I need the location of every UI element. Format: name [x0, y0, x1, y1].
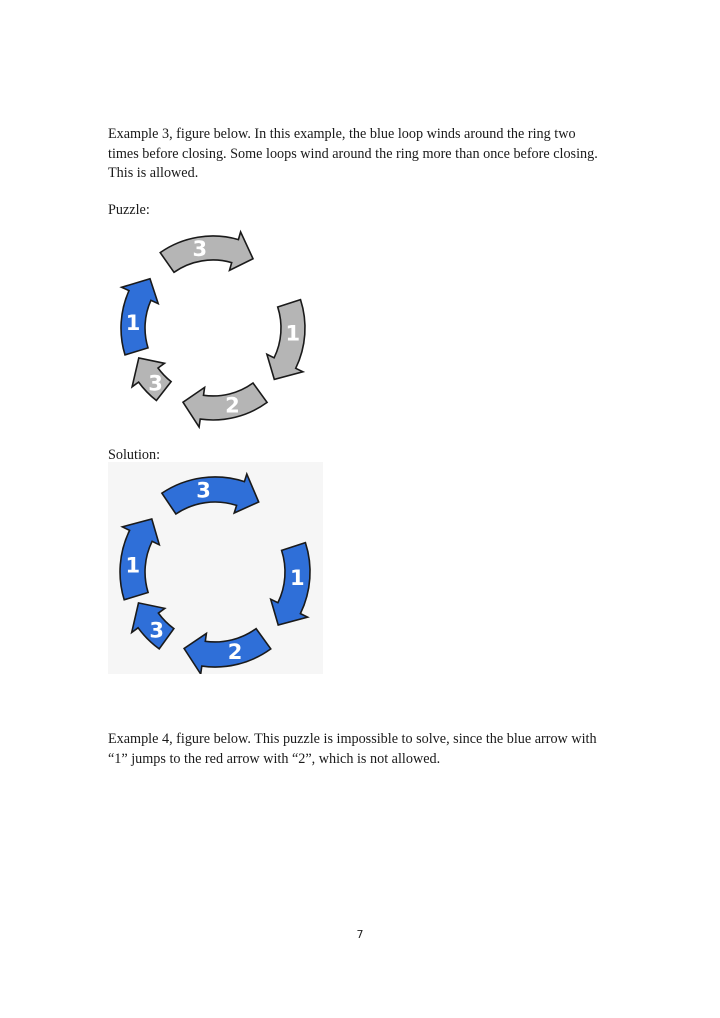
example-4-line-1: Example 4, figure below. This puzzle is impossible to solve, since the blue arrow with	[108, 731, 597, 747]
puzzle-arrow-number-4: 2	[225, 393, 240, 418]
puzzle-arrow-number-2: 3	[192, 237, 208, 262]
solution-arrow-number-2: 3	[196, 478, 211, 503]
puzzle-arrow-number-3: 1	[285, 321, 301, 346]
puzzle-arrow-number-1: 1	[125, 311, 141, 336]
example-3-line-2: times before closing. Some loops wind around the ring more than once before closing.	[108, 145, 598, 162]
solution-arrow-number-1: 1	[125, 553, 141, 578]
solution-arrow-number-5: 3	[149, 618, 165, 643]
example-3-line-1: Example 3, figure below. In this example, the blue loop winds around the ring two	[108, 126, 576, 142]
example-4-line-2: “1” jumps to the red arrow with “2”, which is not allowed.	[108, 750, 441, 767]
solution-arrow-number-4: 2	[227, 640, 243, 664]
solution-arrow-ring	[120, 474, 310, 674]
puzzle-label: Puzzle:	[108, 202, 150, 218]
solution-arrow-number-3: 1	[289, 565, 305, 590]
example-3-line-3: This is allowed.	[108, 165, 199, 181]
solution-figure	[108, 462, 323, 674]
page-number: 7	[356, 928, 364, 941]
example-4-paragraph	[108, 730, 628, 769]
puzzle-arrow-ring	[121, 232, 305, 427]
puzzle-arrow-number-5: 3	[148, 371, 163, 396]
solution-label: Solution:	[108, 447, 161, 463]
puzzle-figure	[108, 220, 323, 430]
example-3-paragraph	[108, 125, 628, 184]
